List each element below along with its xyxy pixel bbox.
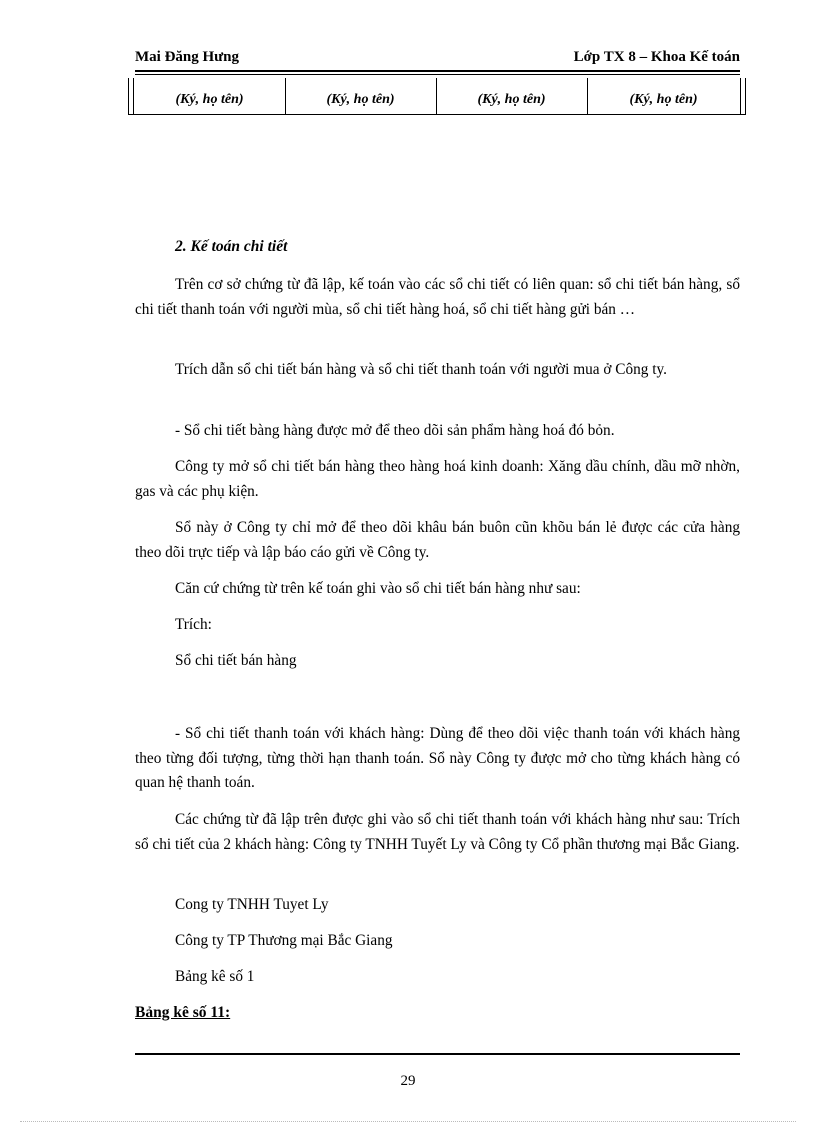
header-author: Mai Đăng Hưng (135, 49, 240, 65)
signature-cell: (Ký, họ tên) (326, 92, 395, 107)
paragraph: Sổ này ở Công ty chỉ mở để theo dõi khâu bán buôn cũn khõu bán lẻ được các cửa hàng theo dõi trực tiếp và lập báo cáo gửi về Công ty. (135, 519, 740, 561)
paragraph: - Sổ chi tiết bàng hàng được mở để theo dõi sản phẩm hàng hoá đó bỏn. (175, 422, 615, 439)
paragraph: Căn cứ chứng từ trên kế toán ghi vào sổ chi tiết bán hàng như sau: (175, 580, 581, 597)
header-rule-thin (135, 74, 740, 75)
footer-rule (135, 1053, 740, 1055)
header-class-info: Lớp TX 8 – Khoa Kế toán (573, 49, 740, 65)
signature-cell: (Ký, họ tên) (629, 92, 698, 107)
page-number: 29 (400, 1073, 416, 1089)
paragraph: Các chứng từ đã lập trên được ghi vào sổ chi tiết thanh toán với khách hàng như sau: Trích sổ chi tiết của 2 khách hàng: Công ty TNHH Tuyết Ly và Công ty Cổ phần thương mại Bắc Giang. (135, 811, 740, 853)
signature-table (128, 78, 746, 115)
signature-cell: (Ký, họ tên) (477, 92, 546, 107)
extract-label: Trích: (175, 616, 212, 633)
statement-11-heading: Bảng kê số 11: (135, 1004, 231, 1021)
company-label: Cong ty TNHH Tuyet Ly (175, 896, 329, 913)
paragraph: Trích dẫn sổ chi tiết bán hàng và sổ chi tiết thanh toán với người mua ở Công ty. (175, 361, 667, 378)
signature-cell: (Ký, họ tên) (175, 92, 244, 107)
paragraph: Công ty mở sổ chi tiết bán hàng theo hàng hoá kinh doanh: Xăng dầu chính, dầu mỡ nhờn, gas và các phụ kiện. (135, 458, 740, 500)
section-title: 2. Kế toán chi tiết (175, 238, 288, 255)
table-border-bottom (128, 114, 746, 115)
table-border-right (740, 78, 746, 114)
page-header (135, 49, 740, 69)
paragraph: - Sổ chi tiết thanh toán với khách hàng: Dùng để theo dõi việc thanh toán với khách hàng theo từng đối tượng, từng thời hạn thanh toán. Sổ này Công ty được mở cho từng khách hàng có quan hệ thanh toán. (135, 725, 740, 791)
paragraph: Trên cơ sở chứng từ đã lập, kế toán vào các sổ chi tiết có liên quan: sổ chi tiết bán hàng, sổ chi tiết thanh toán với người mùa, sổ chi tiết hàng hoá, sổ chi tiết hàng gửi bán … (135, 276, 740, 318)
page-edge-dotted-line (20, 1121, 796, 1122)
sales-ledger-label: Sổ chi tiết bán hàng (175, 652, 297, 669)
statement-label: Bảng kê số 1 (175, 968, 255, 985)
header-rule-thick (135, 70, 740, 72)
company-label: Công ty TP Thương mại Bắc Giang (175, 932, 393, 949)
